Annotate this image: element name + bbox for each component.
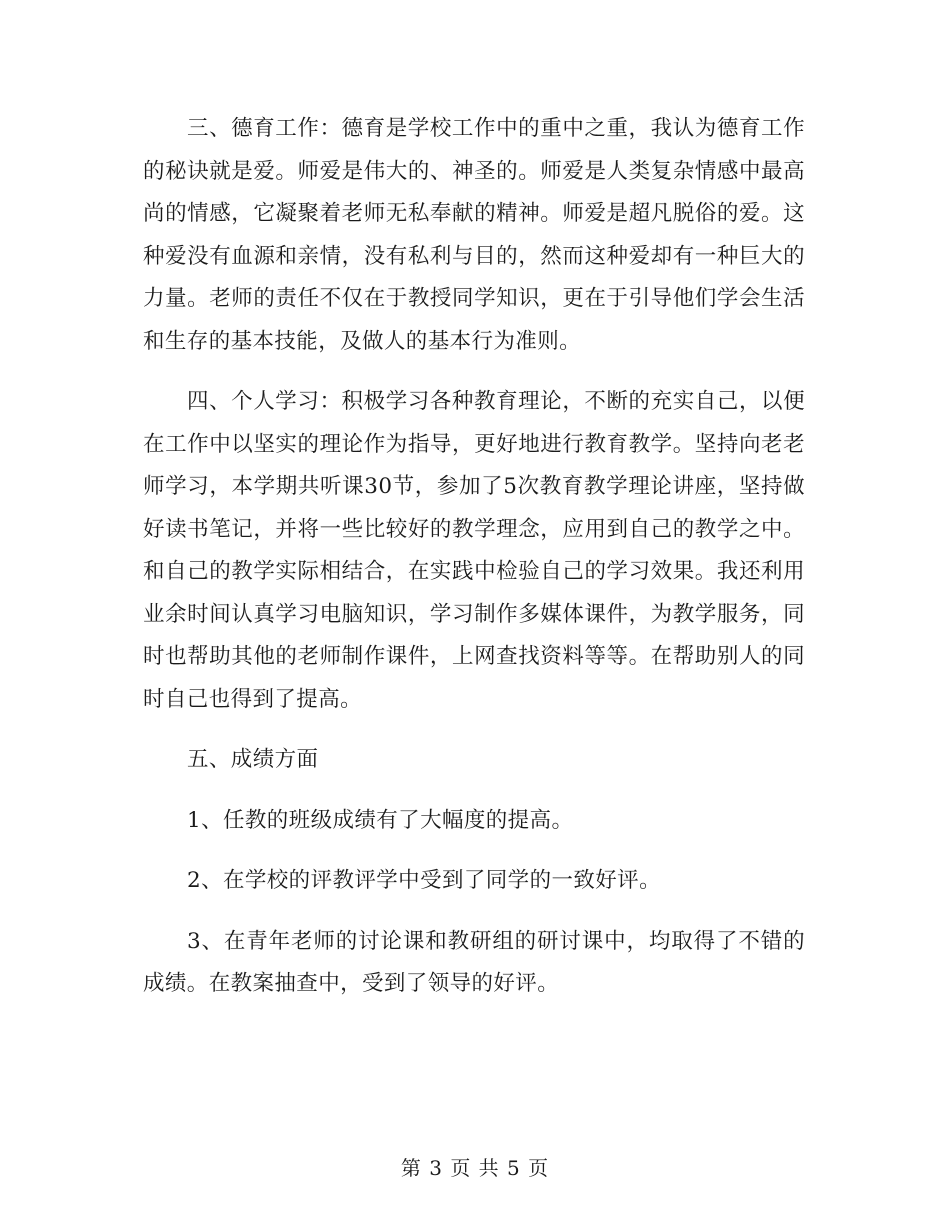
- list-item-achievement-3: 3、在青年老师的讨论课和教研组的研讨课中，均取得了不错的成绩。在教案抽查中，受到了领导的好评。: [143, 928, 805, 996]
- document-body: [143, 108, 805, 1006]
- section-heading-achievements: 五、成绩方面: [187, 747, 319, 772]
- list-item-achievement-1: 1、任教的班级成绩有了大幅度的提高。: [187, 807, 574, 833]
- list-item-achievement-2: 2、在学校的评教评学中受到了同学的一致好评。: [187, 868, 661, 893]
- page-number-footer: 第 3 页 共 5 页: [400, 1156, 550, 1180]
- paragraph-personal-study: 四、个人学习：积极学习各种教育理论，不断的充实自己，以便在工作中以坚实的理论作为指导，更好地进行教育教学。坚持向老老师学习，本学期共听课30节，参加了5次教育教学理论讲座，坚持做好读书笔记，并将一些比较好的教学理念，应用到自己的教学之中。和自己的教学实际相结合，在实践中检验自己的学习效果。我还利用业余时间认真学习电脑知识，学习制作多媒体课件，为教学服务，同时也帮助其他的老师制作课件，上网查找资料等等。在帮助别人的同时自己也得到了提高。: [143, 389, 805, 712]
- paragraph-moral-education: 三、德育工作：德育是学校工作中的重中之重，我认为德育工作的秘诀就是爱。师爱是伟大的、神圣的。师爱是人类复杂情感中最高尚的情感，它凝聚着老师无私奉献的精神。师爱是超凡脱俗的爱。这种爱没有血源和亲情，没有私利与目的，然而这种爱却有一种巨大的力量。老师的责任不仅在于教授同学知识，更在于引导他们学会生活和生存的基本技能，及做人的基本行为准则。: [143, 116, 805, 354]
